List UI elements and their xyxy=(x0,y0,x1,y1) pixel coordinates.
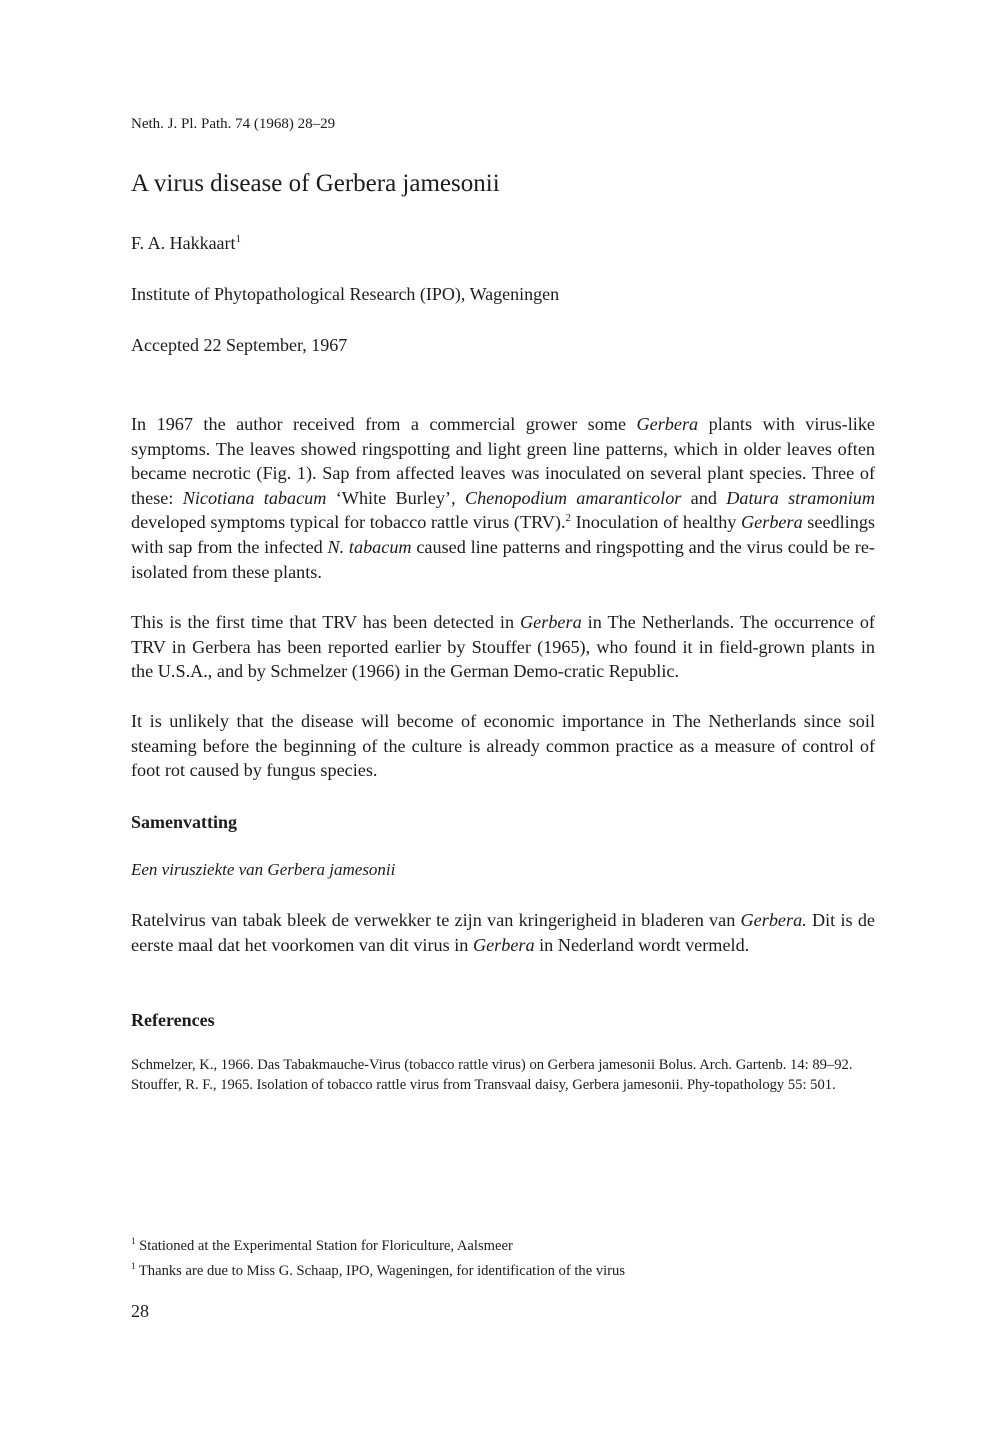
footnote-mark: 2 xyxy=(565,512,571,525)
reference-item: Schmelzer, K., 1966. Das Tabakmauche-Virus (tobacco rattle virus) on Gerbera jamesonii Bolus. Arch. Gartenb. 14: 89–92. xyxy=(131,1057,853,1073)
body-paragraph-1 xyxy=(131,412,875,584)
journal-citation: Neth. J. Pl. Path. 74 (1968) 28–29 xyxy=(131,116,336,132)
footnote-mark: 1 xyxy=(131,1236,136,1246)
italic-term: Chenopodium amaranticolor xyxy=(464,487,682,508)
footnote-item xyxy=(131,1256,875,1281)
footnote-text: Thanks are due to Miss G. Schaap, IPO, Wageningen, for identification of the virus xyxy=(135,1262,626,1279)
italic-term: Nicotiana tabacum xyxy=(182,487,327,508)
italic-term: N. tabacum xyxy=(327,536,412,557)
text-run: ‘White Burley’, xyxy=(326,487,465,508)
text-run: Dit is de eerste maal dat het voorkomen van dit virus in xyxy=(131,910,875,955)
text-run: in Nederland wordt vermeld. xyxy=(534,934,750,955)
text-run: in The Netherlands. The occurrence of TRV in Gerbera has been reported earlier by Stouffer (1965), who found it in field-grown plants in the U.S.A., and by Schmelzer (1966) in the German Demo-cratic Republic. xyxy=(131,612,875,682)
italic-term: Gerbera xyxy=(741,512,803,533)
footnote-mark: 1 xyxy=(131,1260,136,1271)
text-run: In 1967 the author received from a commercial grower some xyxy=(131,414,637,434)
samenvatting-heading: Samenvatting xyxy=(131,812,238,832)
reference-item: Stouffer, R. F., 1965. Isolation of tobacco rattle virus from Transvaal daisy, Gerbera jamesonii. Phy-topathology 55: 501. xyxy=(131,1076,836,1093)
author-name: F. A. Hakkaart xyxy=(131,233,236,253)
footnote-text: Stationed at the Experimental Station for Floriculture, Aalsmeer xyxy=(135,1237,513,1254)
italic-term: Gerbera. xyxy=(740,910,807,930)
samenvatting-paragraph xyxy=(131,908,875,957)
samenvatting-subtitle: Een virusziekte van Gerbera jamesonii xyxy=(131,860,396,879)
references-heading: References xyxy=(131,1010,215,1030)
text-run: caused line patterns and ringspotting and the virus could be re-isolated from these plants. xyxy=(131,536,875,582)
accepted-date: Accepted 22 September, 1967 xyxy=(131,335,348,355)
italic-term: Gerbera xyxy=(520,612,582,632)
text-run: Ratelvirus van tabak bleek de verwekker te zijn van kringerigheid in bladeren van xyxy=(131,910,741,930)
text-run: This is the first time that TRV has been detected in xyxy=(131,612,521,632)
text-run: seedlings with sap from the infected xyxy=(131,512,875,557)
body-paragraph-2 xyxy=(131,610,875,684)
italic-term: Gerbera xyxy=(472,934,535,955)
footnote-item xyxy=(131,1231,875,1256)
author-line xyxy=(131,233,241,254)
author-footnote-mark: 1 xyxy=(235,233,242,245)
text-run: developed symptoms typical for tobacco rattle virus (TRV). xyxy=(131,512,566,533)
footnotes xyxy=(131,1231,875,1281)
text-run: and xyxy=(681,487,727,508)
text-run: Inoculation of healthy xyxy=(571,512,742,533)
text-run: plants with virus-like symptoms. The leaves showed ringspotting and light green line patterns, which in older leaves often became necrotic (Fig. 1). Sap from affected leaves was inoculated on several plant species. Three of these: xyxy=(131,414,875,508)
article-title: A virus disease of Gerbera jamesonii xyxy=(131,170,500,197)
page-number: 28 xyxy=(131,1301,149,1321)
references-list xyxy=(131,1056,875,1095)
body-paragraph-3: It is unlikely that the disease will become of economic importance in The Netherlands since soil steaming before the beginning of the culture is already common practice as a measure of control of foot rot caused by fungus species. xyxy=(131,711,875,781)
italic-term: Gerbera xyxy=(636,414,699,434)
institution: Institute of Phytopathological Research (IPO), Wageningen xyxy=(131,284,560,304)
italic-term: Datura stramonium xyxy=(726,487,876,508)
